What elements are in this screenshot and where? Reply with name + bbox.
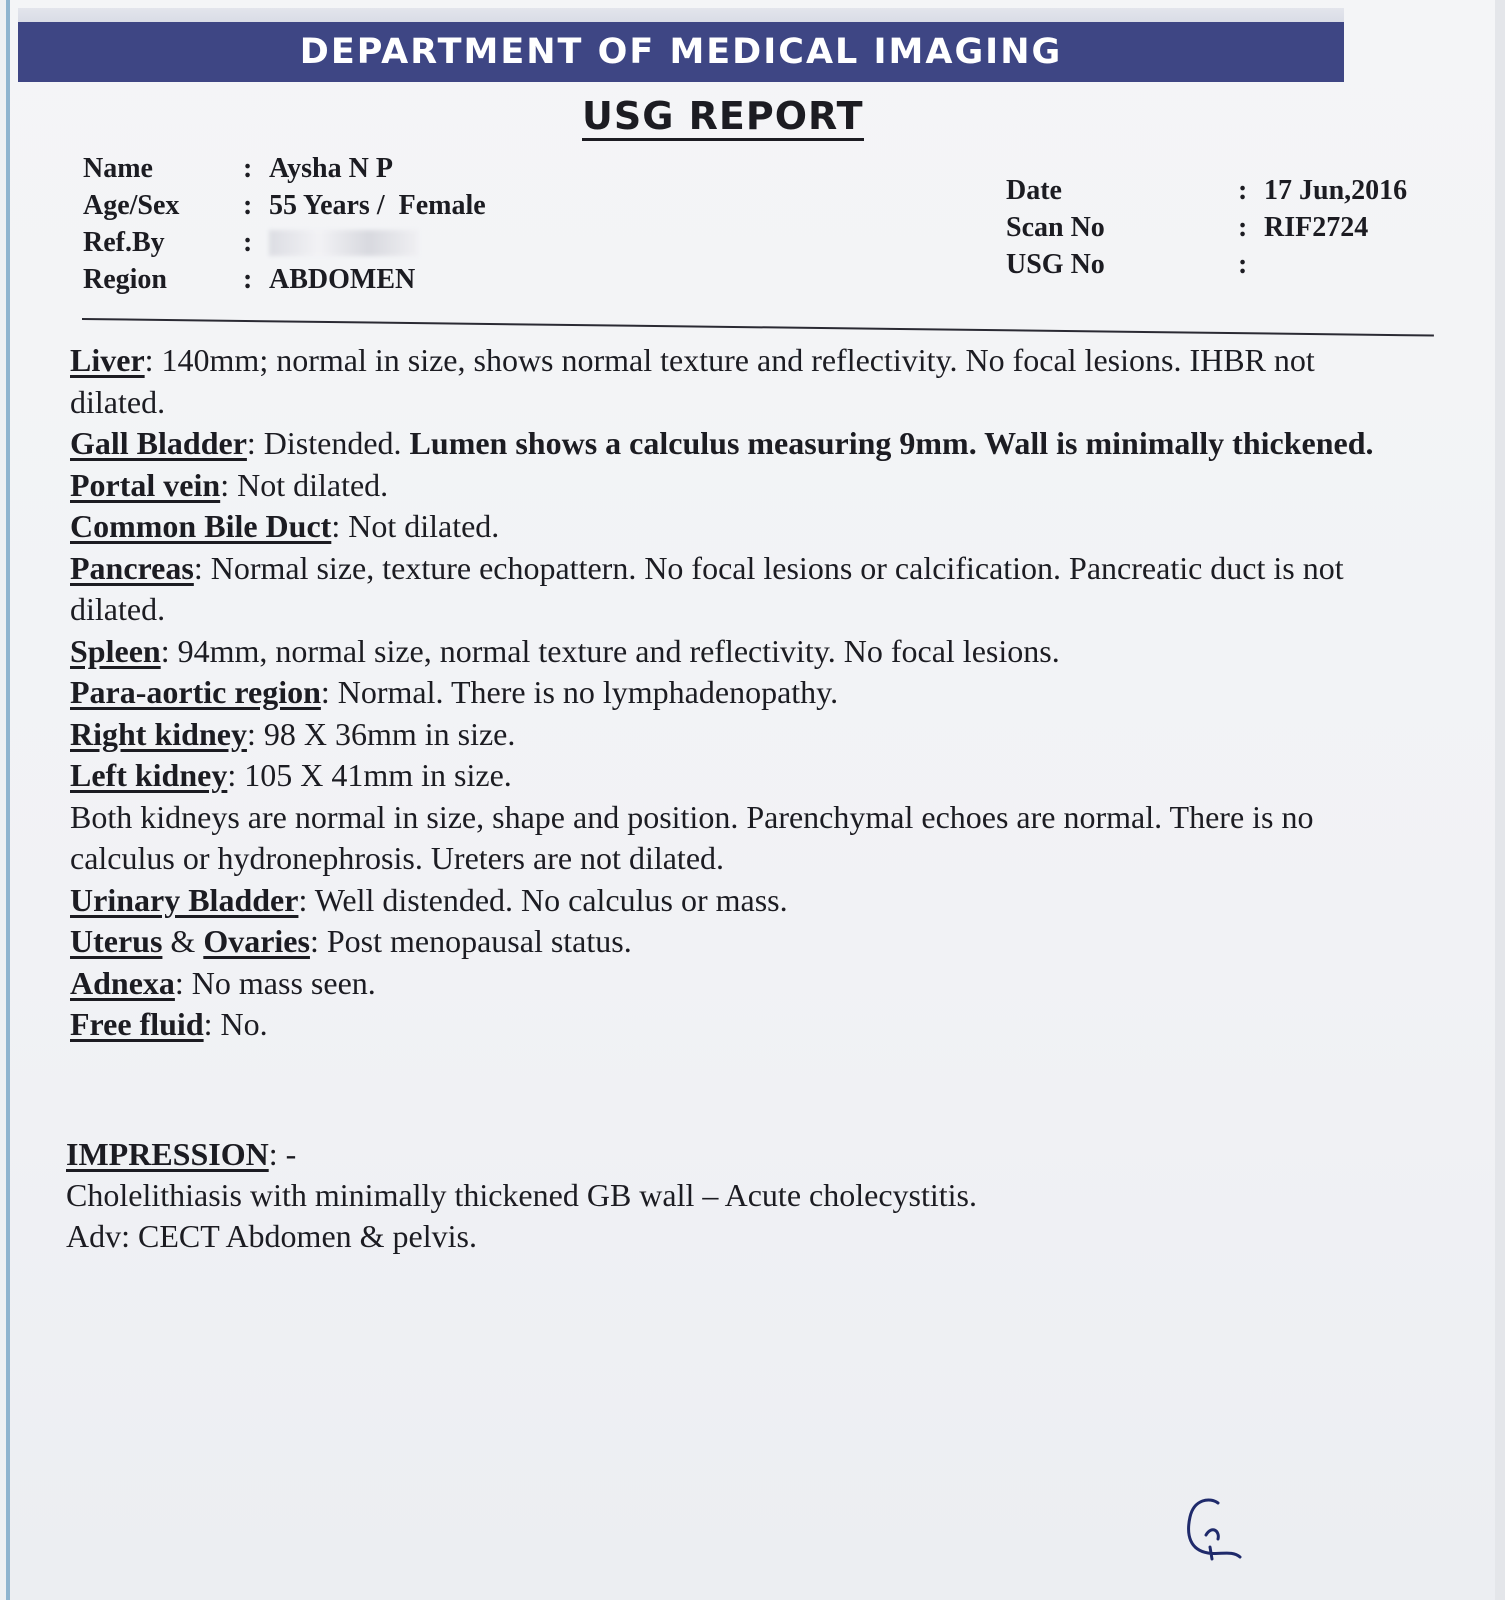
finding-cbd (70, 506, 1410, 548)
ref-by-row (83, 224, 486, 261)
finding-free-fluid (70, 1004, 1410, 1046)
finding-para-aortic (70, 672, 1410, 714)
finding-uterus-ovaries (70, 921, 1410, 963)
finding-text: : 140mm; normal in size, shows normal texture and reflectivity. No focal lesions. IHBR not dilated. (70, 342, 1315, 420)
page-edge (1495, 0, 1505, 1600)
finding-label: Gall Bladder (70, 425, 247, 461)
finding-label: Free fluid (70, 1006, 204, 1042)
finding-spleen (70, 631, 1410, 673)
finding-text: : 94mm, normal size, normal texture and reflectivity. No focal lesions. (160, 632, 1060, 669)
advice-line: Adv: CECT Abdomen & pelvis. (66, 1218, 477, 1254)
region-row (83, 261, 486, 298)
age-sex-row (83, 187, 486, 224)
age-sex-value: 55 Years / Female (269, 190, 486, 221)
finding-portal-vein (70, 465, 1410, 507)
finding-label: Common Bile Duct (70, 508, 332, 544)
scan-info (1006, 172, 1407, 283)
date-row (1006, 172, 1407, 209)
finding-label: Portal vein (70, 466, 221, 503)
finding-label: Left kidney (70, 757, 228, 793)
finding-label: Liver (70, 342, 145, 378)
finding-text: : 98 X 36mm in size. (246, 715, 516, 752)
impression-line: Cholelithiasis with minimally thickened GB wall – Acute cholecystitis. (66, 1177, 977, 1213)
report-page (6, 0, 1499, 1600)
usg-no-row (1006, 246, 1407, 283)
finding-text: : Normal size, texture echopattern. No focal lesions or calcification. Pancreatic duct is not dilated. (70, 549, 1344, 627)
finding-label: Uterus (70, 923, 163, 959)
date-value: 17 Jun,2016 (1264, 175, 1408, 206)
finding-kidneys-summary: Both kidneys are normal in size, shape and position. Parenchymal echoes are normal. There is no calculus or hydronephrosis. Ureters are not dilated. (70, 798, 1314, 876)
signature (1180, 1495, 1260, 1585)
finding-text: : No mass seen. (174, 964, 376, 1001)
finding-label: Right kidney (70, 715, 247, 752)
separator: : (243, 264, 253, 295)
redacted-referrer (269, 230, 419, 256)
finding-text: : 105 X 41mm in size. (227, 757, 512, 793)
finding-left-kidney (70, 755, 1410, 797)
finding-label: Spleen (70, 632, 161, 669)
name-row (83, 150, 486, 187)
patient-info (83, 150, 486, 298)
department-banner: DEPARTMENT OF MEDICAL IMAGING (18, 22, 1344, 82)
finding-urinary-bladder (70, 880, 1410, 922)
scan-no-row (1006, 209, 1407, 246)
separator: : (1238, 249, 1248, 280)
findings-section (70, 340, 1410, 1046)
finding-text: : Normal. There is no lymphadenopathy. (320, 674, 839, 710)
finding-text: : Post menopausal status. (309, 923, 632, 959)
scan-no-value: RIF2724 (1264, 212, 1369, 243)
separator: : (243, 153, 253, 184)
impression-suffix: : - (268, 1136, 297, 1172)
name-value: Aysha N P (269, 153, 393, 184)
separator: : (243, 227, 253, 258)
impression-heading (66, 1134, 1406, 1175)
finding-liver (70, 340, 1410, 423)
finding-text: : No. (203, 1006, 268, 1042)
finding-pancreas (70, 548, 1410, 631)
finding-label: Para-aortic region (70, 674, 321, 710)
age-sex-label: Age/Sex (83, 190, 180, 221)
finding-label: Ovaries (203, 923, 310, 959)
separator: : (243, 190, 253, 221)
finding-label: Adnexa (70, 964, 175, 1001)
impression-label: IMPRESSION (66, 1136, 269, 1172)
finding-text: : Not dilated. (220, 466, 389, 503)
name-label: Name (83, 153, 153, 184)
region-value: ABDOMEN (269, 264, 416, 295)
region-label: Region (83, 264, 167, 295)
finding-text: : Distended. (246, 425, 410, 461)
usg-no-label: USG No (1006, 249, 1105, 280)
finding-text: : Not dilated. (331, 508, 500, 544)
date-label: Date (1006, 175, 1062, 206)
header-divider (82, 318, 1434, 337)
finding-right-kidney (70, 714, 1410, 756)
report-title: USG REPORT (582, 94, 864, 141)
finding-label: Urinary Bladder (70, 881, 299, 918)
finding-text: : Well distended. No calculus or mass. (298, 881, 788, 918)
finding-emphasis: Lumen shows a calculus measuring 9mm. Wall is minimally thickened. (409, 425, 1374, 461)
separator: : (1238, 212, 1248, 243)
finding-label: Pancreas (70, 549, 194, 586)
scan-no-label: Scan No (1006, 212, 1105, 243)
ampersand: & (162, 923, 204, 959)
impression-section (66, 1134, 1406, 1257)
ref-by-label: Ref.By (83, 227, 165, 258)
finding-adnexa (70, 963, 1410, 1005)
separator: : (1238, 175, 1248, 206)
finding-gall-bladder (70, 423, 1410, 465)
